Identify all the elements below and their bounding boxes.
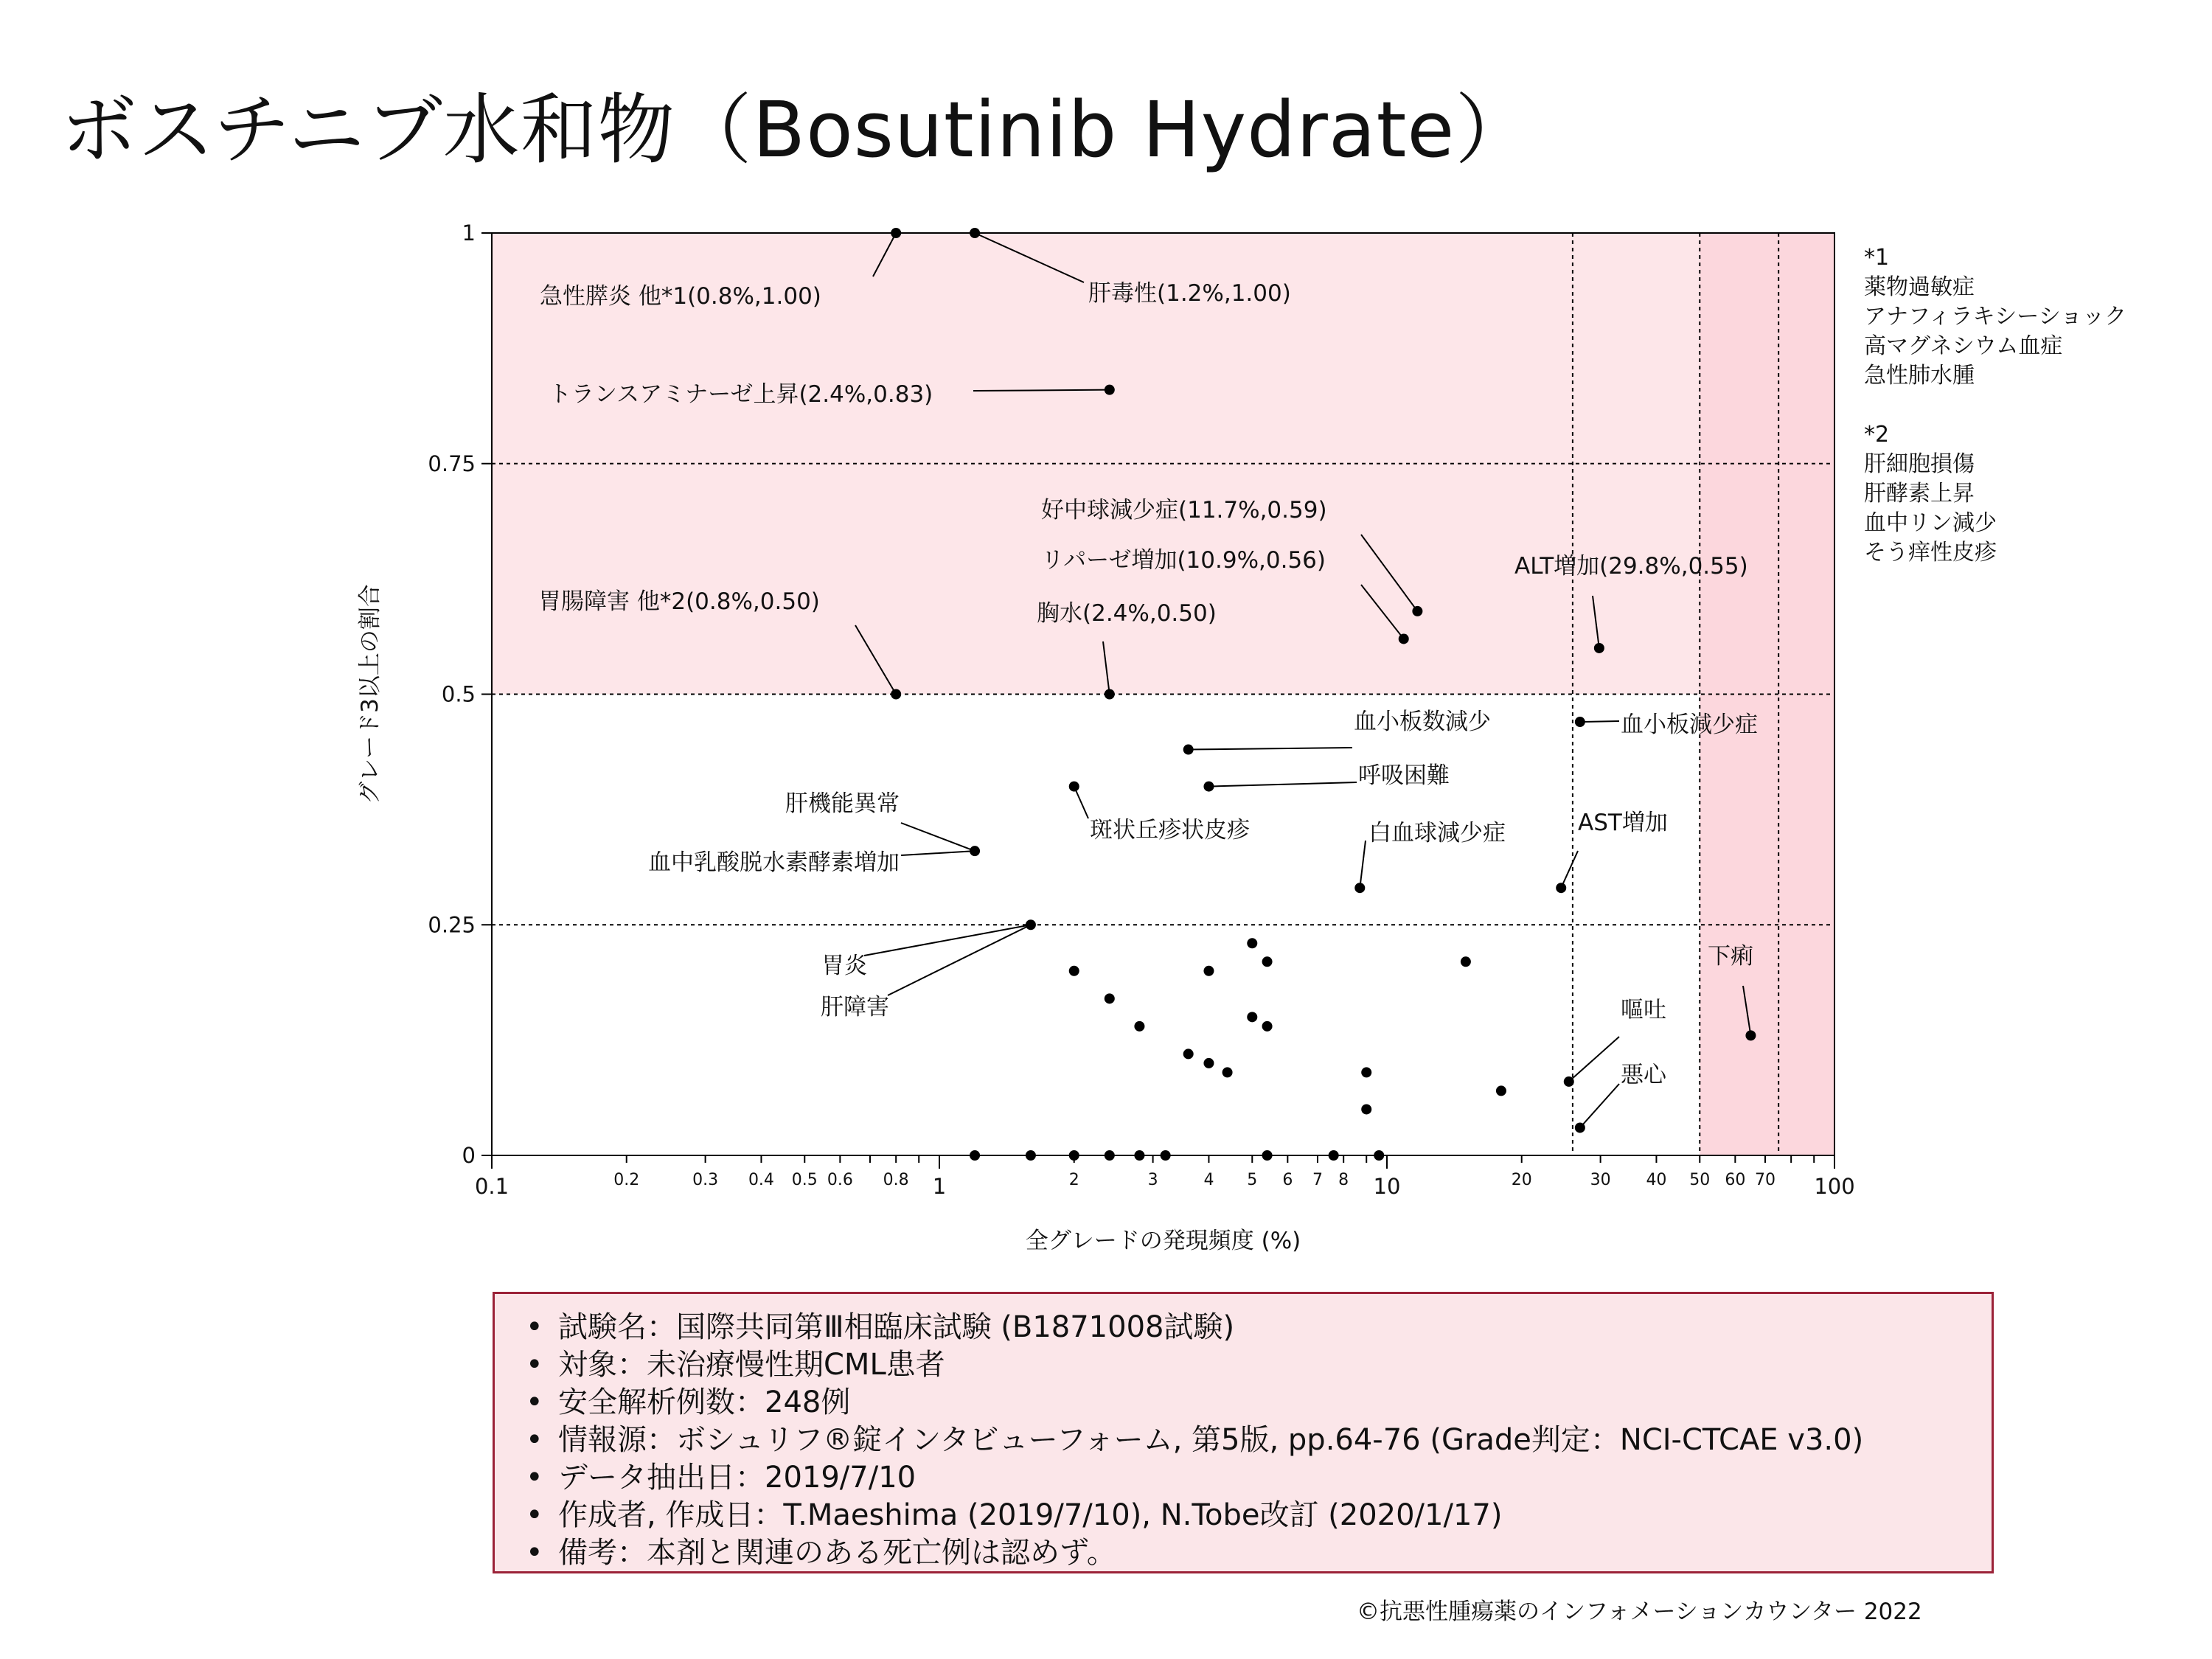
y-tick-label: 0.75 <box>428 451 476 476</box>
data-point <box>1262 1150 1273 1161</box>
data-point <box>1161 1150 1171 1161</box>
y-tick-label: 0.5 <box>441 681 476 707</box>
annotation-label: 血小板減少症 <box>1621 712 1758 738</box>
x-minor-tick-label: 5 <box>1247 1171 1258 1189</box>
annotation-label: 嘔吐 <box>1621 997 1666 1023</box>
y-tick-label: 0 <box>462 1143 476 1168</box>
annotation-label: 肝障害 <box>821 994 889 1020</box>
x-minor-tick-label: 8 <box>1338 1171 1349 1189</box>
x-minor-tick-label: 0.5 <box>791 1171 818 1189</box>
annotation-leader-line <box>973 390 1110 391</box>
data-point <box>891 689 901 700</box>
info-item-safety-n: • 安全解析例数：248例 <box>515 1384 1971 1422</box>
annotation-leader-line <box>1569 1037 1619 1082</box>
x-minor-tick-label: 7 <box>1312 1171 1323 1189</box>
annotation-leader-line <box>1074 787 1088 818</box>
copyright: ©抗悪性腫瘍薬のインフォメーションカウンター 2022 <box>1357 1599 1922 1625</box>
data-point <box>1745 1030 1756 1040</box>
annotation-label: 呼吸困難 <box>1358 762 1450 789</box>
data-point <box>1069 966 1079 976</box>
footnote-1-item: 急性肺水腫 <box>1864 363 1975 389</box>
footnote-1-label: *1 <box>1864 245 1890 271</box>
data-point <box>1556 883 1566 893</box>
footnote-1-item: 高マグネシウム血症 <box>1864 333 2063 359</box>
data-point <box>1183 745 1194 755</box>
data-point <box>1247 1012 1257 1022</box>
x-minor-tick-label: 3 <box>1147 1171 1158 1189</box>
data-point <box>1461 956 1471 967</box>
x-minor-tick-label: 0.2 <box>613 1171 640 1189</box>
footnote-1-item: 薬物過敏症 <box>1864 274 1975 300</box>
footnote-2-item: 血中リン減少 <box>1864 510 1997 536</box>
footnote-2-label: *2 <box>1864 422 1890 448</box>
annotation-leader-line <box>1561 851 1578 888</box>
data-point <box>1354 883 1365 893</box>
annotation-leader-line <box>901 823 975 851</box>
x-minor-tick-label: 0.3 <box>692 1171 719 1189</box>
info-item-trial: • 試験名：国際共同第Ⅲ相臨床試験 (B1871008試験) <box>515 1309 1971 1346</box>
x-minor-tick-label: 0.4 <box>748 1171 774 1189</box>
data-point <box>1134 1150 1144 1161</box>
annotation-leader-line <box>1580 721 1619 722</box>
x-minor-tick-label: 6 <box>1282 1171 1293 1189</box>
annotation-leader-line <box>901 851 975 855</box>
data-point <box>1105 993 1115 1004</box>
x-major-tick-label: 100 <box>1814 1174 1855 1199</box>
data-point <box>1069 782 1079 792</box>
data-point <box>1594 643 1604 653</box>
annotation-label: 血中乳酸脱水素酵素増加 <box>648 849 900 876</box>
data-point <box>1183 1048 1194 1059</box>
annotation-leader-line <box>864 925 1031 956</box>
annotation-leader-line <box>1360 841 1366 888</box>
data-point <box>1575 1122 1585 1133</box>
data-point <box>1134 1021 1144 1032</box>
y-axis-title: グレード3以上の割合 <box>357 584 383 804</box>
data-point <box>970 846 980 856</box>
x-minor-tick-label: 0.8 <box>883 1171 909 1189</box>
data-point <box>1262 1021 1273 1032</box>
annotation-label: 胸水(2.4%,0.50) <box>1037 600 1217 627</box>
data-point <box>1203 1058 1214 1068</box>
x-major-tick-label: 10 <box>1373 1174 1401 1199</box>
data-point <box>891 228 901 238</box>
data-point <box>1361 1104 1371 1114</box>
annotation-label: リパーゼ増加(10.9%,0.56) <box>1041 547 1326 574</box>
data-point <box>1262 956 1273 967</box>
data-point <box>1026 1150 1036 1161</box>
annotation-label: 血小板数減少 <box>1354 709 1491 735</box>
annotation-label: トランスアミナーゼ上昇(2.4%,0.83) <box>549 381 933 408</box>
data-point <box>1203 966 1214 976</box>
data-point <box>1069 1150 1079 1161</box>
data-point <box>970 228 980 238</box>
annotation-label: 肝機能異常 <box>785 790 900 817</box>
annotation-label: 胃腸障害 他*2(0.8%,0.50) <box>538 588 820 615</box>
annotation-label: 斑状丘疹状皮疹 <box>1090 817 1250 844</box>
x-major-tick-label: 1 <box>932 1174 947 1199</box>
data-point <box>1247 938 1257 948</box>
page-title: ボスチニブ水和物（Bosutinib Hydrate） <box>60 85 1533 175</box>
data-point <box>1399 633 1409 644</box>
data-point <box>1412 606 1422 616</box>
footnote-2-item: 肝酵素上昇 <box>1864 481 1975 507</box>
footnote-2-item: 肝細胞損傷 <box>1864 451 1975 477</box>
annotation-leader-line <box>1189 748 1352 750</box>
annotation-label: 急性膵炎 他*1(0.8%,1.00) <box>540 283 821 310</box>
y-tick-label: 1 <box>462 220 476 246</box>
annotation-label: 悪心 <box>1621 1062 1666 1088</box>
data-point <box>1374 1150 1384 1161</box>
info-item-remarks: • 備考：本剤と関連のある死亡例は認めず。 <box>515 1534 1971 1572</box>
study-info-box <box>493 1292 1994 1573</box>
info-item-author: • 作成者, 作成日：T.Maeshima (2019/7/10), N.Tobe改訂 (2020/1/17) <box>515 1497 1971 1534</box>
footnote-1-item: アナフィラキシーショック <box>1864 304 2127 330</box>
x-minor-tick-label: 0.6 <box>827 1171 853 1189</box>
info-item-subjects: • 対象：未治療慢性期CML患者 <box>515 1346 1971 1384</box>
info-item-extract-date: • データ抽出日：2019/7/10 <box>515 1459 1971 1497</box>
data-point <box>1105 689 1115 700</box>
annotation-label: 好中球減少症(11.7%,0.59) <box>1041 497 1327 524</box>
annotation-leader-line <box>888 925 1031 995</box>
data-point <box>1564 1077 1574 1087</box>
data-point <box>1329 1150 1339 1161</box>
footnote-2-item: そう痒性皮疹 <box>1864 540 1997 566</box>
annotation-leader-line <box>1208 782 1357 787</box>
x-minor-tick-label: 2 <box>1068 1171 1079 1189</box>
data-point <box>1105 1150 1115 1161</box>
info-item-source: • 情報源：ボシュリフ®錠インタビューフォーム, 第5版, pp.64-76 (Grade判定：NCI-CTCAE v3.0) <box>515 1422 1971 1459</box>
x-minor-tick-label: 30 <box>1590 1171 1611 1189</box>
footnotes <box>1864 243 2126 568</box>
x-minor-tick-label: 50 <box>1689 1171 1711 1189</box>
annotation-label: 下痢 <box>1708 943 1753 970</box>
data-point <box>1496 1085 1506 1096</box>
x-minor-tick-label: 20 <box>1511 1171 1532 1189</box>
annotation-label: AST増加 <box>1578 810 1668 836</box>
x-minor-tick-label: 70 <box>1754 1171 1775 1189</box>
data-point <box>1575 717 1585 727</box>
annotation-label: 白血球減少症 <box>1368 820 1506 846</box>
data-point <box>1222 1067 1233 1077</box>
annotation-label: 肝毒性(1.2%,1.00) <box>1088 280 1291 307</box>
x-axis-title: 全グレードの発現頻度 (%) <box>1025 1228 1301 1254</box>
annotation-label: ALT増加(29.8%,0.55) <box>1514 553 1748 580</box>
data-point <box>1203 782 1214 792</box>
data-point <box>1026 919 1036 930</box>
x-minor-tick-label: 4 <box>1203 1171 1214 1189</box>
x-minor-tick-label: 60 <box>1725 1171 1746 1189</box>
y-tick-label: 0.25 <box>428 912 476 938</box>
data-point <box>1105 385 1115 395</box>
annotation-leader-line <box>1580 1084 1619 1127</box>
annotation-label: 胃炎 <box>821 953 867 979</box>
data-point <box>1361 1067 1371 1077</box>
data-point <box>970 1150 980 1161</box>
x-minor-tick-label: 40 <box>1646 1171 1667 1189</box>
x-major-tick-label: 0.1 <box>474 1174 509 1199</box>
